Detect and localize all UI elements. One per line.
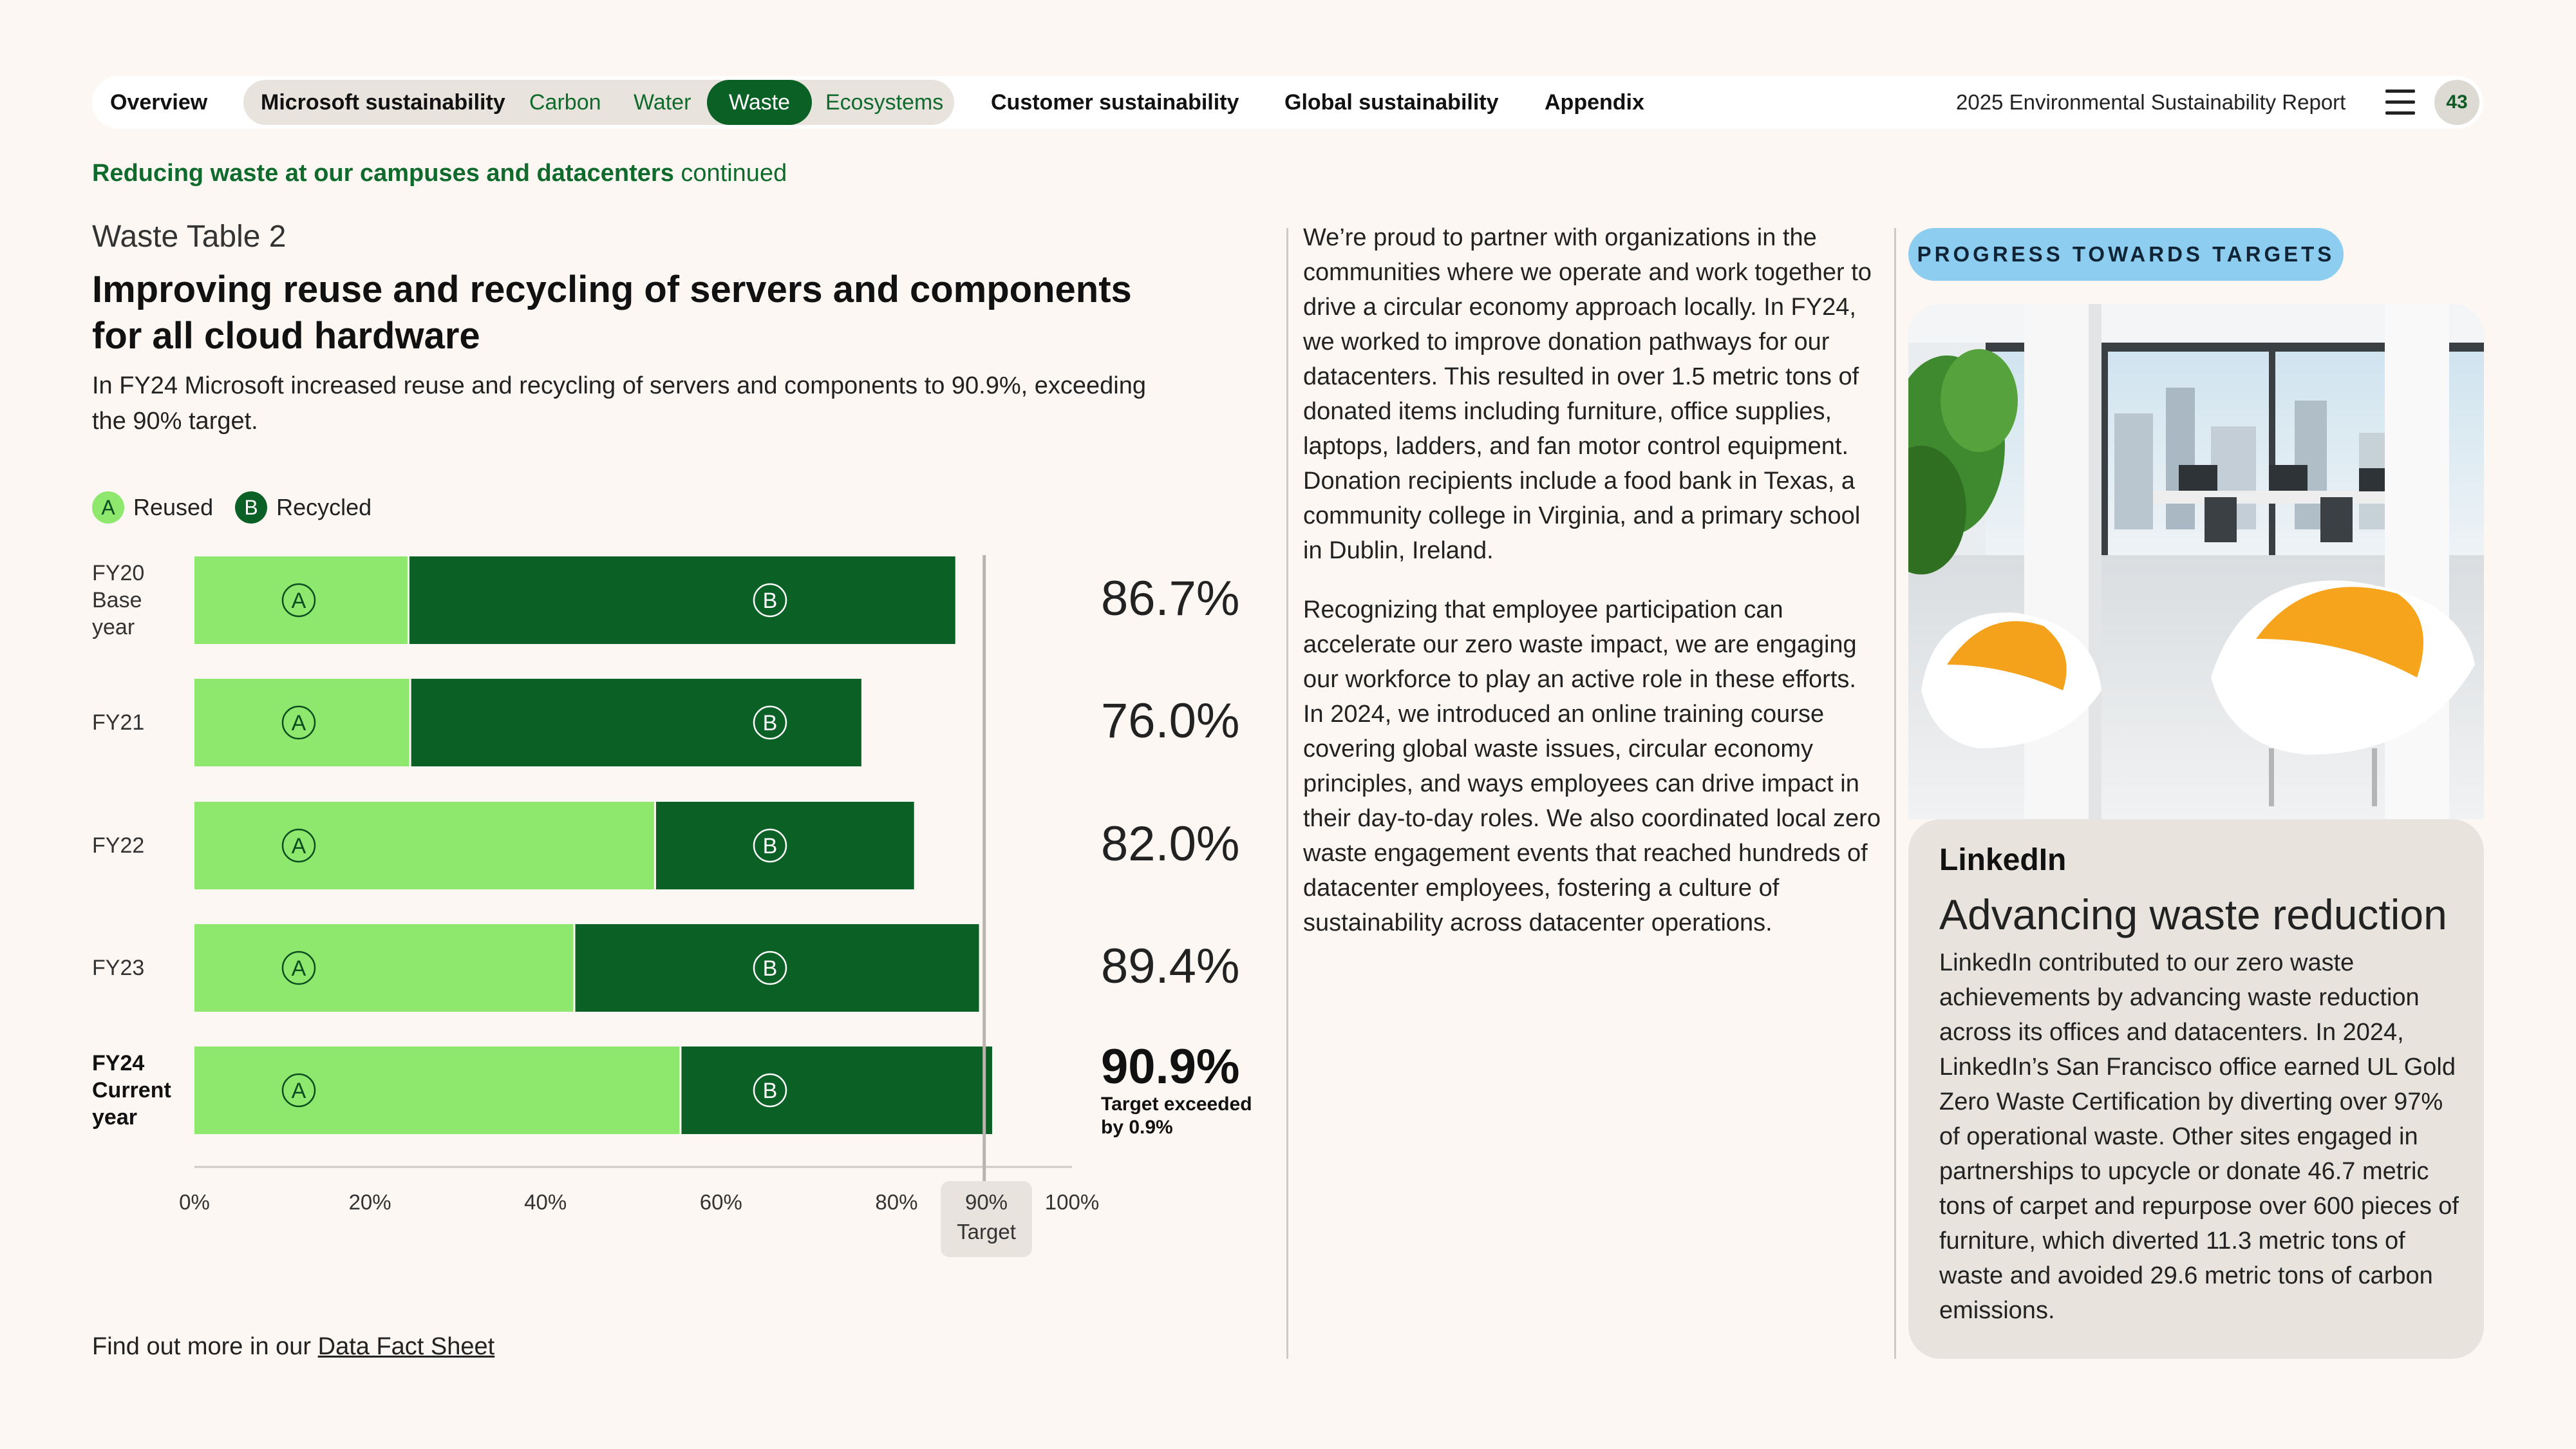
- legend-recycled-marker: B: [235, 491, 267, 524]
- column-divider-left: [1286, 228, 1288, 1359]
- column-divider-right: [1894, 228, 1896, 1359]
- bar-recycled-1: [411, 679, 861, 766]
- row-label-line: year: [92, 615, 135, 639]
- card-title: Advancing waste reduction: [1939, 891, 2447, 938]
- row-total-value-0: 86.7%: [1101, 571, 1240, 626]
- office-photo: [1908, 304, 2484, 819]
- bar-marker-letter-recycled-0: B: [762, 589, 778, 613]
- legend-recycled-label: Recycled: [276, 494, 372, 520]
- target-value: 90%: [964, 1190, 1008, 1214]
- bar-recycled-0: [409, 556, 955, 644]
- row-label-line: Base: [92, 588, 142, 612]
- row-total-value-2: 82.0%: [1101, 817, 1240, 871]
- bar-reused-4: [194, 1046, 679, 1134]
- nav-ecosystems[interactable]: Ecosystems: [825, 90, 944, 115]
- nav-overview[interactable]: Overview: [110, 90, 208, 115]
- nav-waste[interactable]: Waste: [707, 80, 812, 125]
- x-tick-label: 20%: [348, 1190, 391, 1214]
- x-tick-label: 0%: [179, 1190, 210, 1214]
- row-total-value-4: 90.9%: [1101, 1039, 1240, 1094]
- table-label: Waste Table 2: [92, 220, 287, 254]
- row-label-4: [92, 1050, 189, 1131]
- row-total-value-3: 89.4%: [1101, 939, 1240, 994]
- middle-paragraph-1: We’re proud to partner with organizations in the communities where we operate and work together to drive a circular economy approach locally. In FY24, we worked to improve donation pathways for our datacenters. This resulted in over 1.5 metric tons of donated items including furniture, office supplies, laptops, ladders, and fan motor control equipment. Donation recipients include a food bank in Texas, a community college in Virginia, and a primary school in Dublin, Ireland.: [1303, 224, 1872, 564]
- target-exceeded-note: Target exceeded by 0.9%: [1101, 1094, 1252, 1138]
- row-label-0: [92, 560, 189, 641]
- nav-carbon[interactable]: Carbon: [529, 90, 601, 115]
- bar-marker-letter-recycled-3: B: [762, 956, 778, 981]
- row-label-1: [92, 709, 189, 736]
- row-label-line: FY22: [92, 833, 145, 858]
- middle-paragraph-2: Recognizing that employee participation can accelerate our zero waste impact, we are engaging our workforce to play an active role in these efforts. In 2024, we introduced an online training course covering global waste issues, circular economy principles, and ways employees can drive impact in their day-to-day roles. We also coordinated local zero waste engagement events that reached hundreds of datacenter employees, fostering a culture of sustainability across datacenter operations.: [1303, 596, 1881, 936]
- bar-marker-letter-reused-3: A: [291, 956, 306, 981]
- row-label-line: year: [92, 1105, 137, 1130]
- bar-marker-letter-recycled-2: B: [762, 834, 778, 858]
- x-tick-label: 60%: [699, 1190, 742, 1214]
- target-marker-label: [941, 1181, 1032, 1257]
- legend-reused-label: Reused: [133, 494, 214, 520]
- bar-marker-letter-reused-2: A: [291, 834, 306, 858]
- x-tick-label: 40%: [524, 1190, 567, 1214]
- bar-marker-letter-recycled-1: B: [762, 711, 778, 735]
- find-more-prefix: Find out more in our: [92, 1333, 312, 1360]
- page-title: Improving reuse and recycling of servers and components for all cloud hardware: [92, 269, 1132, 357]
- report-title: 2025 Environmental Sustainability Report: [1956, 90, 2346, 114]
- row-label-3: [92, 954, 189, 981]
- nav-customer-sustainability[interactable]: Customer sustainability: [991, 90, 1239, 115]
- card-brand: LinkedIn: [1939, 843, 2067, 877]
- row-total-value-1: 76.0%: [1101, 694, 1240, 748]
- nav-water[interactable]: Water: [634, 90, 691, 115]
- card-body: LinkedIn contributed to our zero waste achievements by advancing waste reduction across its offices and datacenters. In 2024, LinkedIn’s San Francisco office earned UL Gold Zero Waste Certification by diverting over 97% of operational waste. Other sites engaged in partnerships to upcycle or donate 46.7 metric tons of carpet and repurpose over 600 pieces of furniture, which diverted 11.3 metric tons of waste and avoided 29.6 metric tons of carbon emissions.: [1939, 949, 2459, 1324]
- section-continued: continued: [681, 160, 787, 187]
- bar-marker-letter-reused-4: A: [291, 1079, 306, 1103]
- row-label-line: FY23: [92, 956, 145, 980]
- bar-recycled-2: [656, 802, 914, 889]
- row-label-line: FY24: [92, 1051, 145, 1075]
- bar-reused-3: [194, 924, 574, 1012]
- office-lounge-image: [1908, 304, 2484, 819]
- data-fact-sheet-link[interactable]: Data Fact Sheet: [317, 1333, 495, 1360]
- row-label-2: [92, 832, 189, 859]
- bar-marker-letter-reused-0: A: [291, 589, 306, 613]
- nav-global-sustainability[interactable]: Global sustainability: [1284, 90, 1499, 115]
- page-number-badge: 43: [2434, 80, 2479, 125]
- row-label-line: FY20: [92, 561, 145, 585]
- bar-recycled-4: [681, 1046, 992, 1134]
- bar-reused-2: [194, 802, 654, 889]
- row-label-line: Current: [92, 1078, 171, 1103]
- intro-text: In FY24 Microsoft increased reuse and recycling of servers and components to 90.9%, exceeding the 90% target.: [92, 372, 1146, 435]
- bar-marker-letter-recycled-4: B: [762, 1079, 778, 1103]
- x-tick-label: 100%: [1044, 1190, 1100, 1214]
- section-heading-text: Reducing waste at our campuses and datacenters: [92, 160, 674, 187]
- nav-microsoft-sustainability[interactable]: Microsoft sustainability: [261, 90, 505, 115]
- progress-towards-targets-badge: PROGRESS TOWARDS TARGETS: [1908, 228, 2344, 281]
- legend-reused-marker: A: [92, 491, 124, 524]
- bar-marker-letter-reused-1: A: [291, 711, 306, 735]
- target-caption: Target: [957, 1220, 1016, 1244]
- x-tick-label: 80%: [875, 1190, 918, 1214]
- find-more: [92, 1333, 494, 1361]
- row-label-line: FY21: [92, 710, 145, 735]
- nav-appendix[interactable]: Appendix: [1545, 90, 1644, 115]
